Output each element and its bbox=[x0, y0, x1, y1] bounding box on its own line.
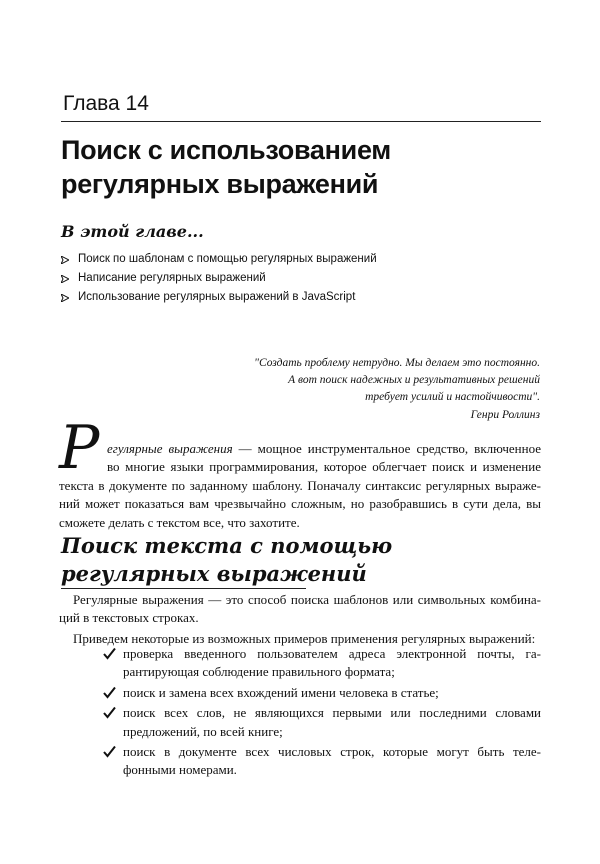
checklist-line: поиск всех слов, не являющихся первыми или последними словами bbox=[123, 705, 541, 721]
chapter-label: Глава 14 bbox=[63, 92, 149, 115]
epigraph-line: требует усилий и настойчивости". bbox=[365, 391, 540, 403]
checklist bbox=[123, 645, 541, 782]
checklist-line: поиск в документе всех числовых строк, которые могут быть теле- bbox=[123, 744, 541, 760]
intro-line: текста в документе по заданному шаблону. Поначалу синтаксис регулярных выраже- bbox=[59, 477, 541, 493]
chapter-contents-item bbox=[61, 288, 377, 307]
paragraph-line: ций в текстовых строках. bbox=[59, 610, 199, 626]
checklist-line: фонными номерами. bbox=[123, 762, 237, 778]
checklist-item bbox=[123, 704, 541, 741]
intro-line-rest: — мощное инструментальное средство, включенное bbox=[232, 441, 541, 456]
epigraph-author: Генри Роллинз bbox=[470, 409, 540, 421]
epigraph-line: А вот поиск надежных и результативных решений bbox=[288, 374, 540, 386]
chapter-title bbox=[61, 133, 541, 201]
drop-cap: Р bbox=[59, 413, 100, 483]
intro-line: ний может показаться вам чрезвычайно сложным, но разобравшись в сути дела, вы bbox=[59, 496, 541, 512]
section-title bbox=[61, 532, 392, 588]
checklist-item bbox=[123, 684, 541, 702]
checklist-line: предложений, по всей книге; bbox=[123, 723, 283, 739]
chapter-contents-text: Написание регулярных выражений bbox=[78, 272, 266, 284]
arrow-bullet-icon bbox=[61, 294, 69, 302]
intro-line bbox=[59, 440, 541, 458]
in-this-chapter-heading: В этой главе... bbox=[61, 222, 204, 241]
chapter-contents-item bbox=[61, 250, 377, 269]
checkmark-icon bbox=[103, 686, 116, 699]
intro-paragraph bbox=[59, 440, 541, 532]
section-underline bbox=[61, 588, 306, 589]
chapter-title-line: Поиск с использованием bbox=[61, 135, 391, 165]
arrow-bullet-icon bbox=[61, 275, 69, 283]
epigraph bbox=[120, 355, 540, 424]
checklist-line: проверка введенного пользователем адреса электронной почты, га- bbox=[123, 646, 541, 661]
arrow-bullet-icon bbox=[61, 256, 69, 264]
chapter-rule bbox=[61, 121, 541, 122]
paragraph-line: Регулярные выражения — это способ поиска шаблонов или символьных комбина- bbox=[73, 592, 541, 607]
checkmark-icon bbox=[103, 706, 116, 719]
chapter-contents-list bbox=[61, 250, 377, 307]
intro-line: во многие языки программирования, которое облегчает поиск и изменение bbox=[107, 459, 541, 475]
chapter-title-line: регулярных выражений bbox=[61, 169, 379, 199]
section-title-line: регулярных выражений bbox=[61, 561, 367, 586]
intro-term: егулярные выражения bbox=[107, 441, 233, 456]
section-paragraph bbox=[59, 591, 541, 628]
chapter-contents-text: Поиск по шаблонам с помощью регулярных выражений bbox=[78, 253, 377, 265]
chapter-contents-item bbox=[61, 269, 377, 288]
checklist-item bbox=[123, 645, 541, 682]
checklist-line: поиск и замена всех вхождений имени человека в статье; bbox=[123, 684, 439, 700]
checkmark-icon bbox=[103, 745, 116, 758]
checklist-line: рантирующая соблюдение правильного формата; bbox=[123, 664, 395, 680]
section-body bbox=[59, 591, 541, 650]
intro-line: сможете делать с текстом все, что захотите. bbox=[59, 514, 300, 530]
checkmark-icon bbox=[103, 647, 116, 660]
checklist-item bbox=[123, 743, 541, 780]
section-title-line: Поиск текста с помощью bbox=[61, 533, 393, 558]
chapter-contents-text: Использование регулярных выражений в JavaScript bbox=[78, 291, 356, 303]
epigraph-line: "Создать проблему нетрудно. Мы делаем это постоянно. bbox=[254, 357, 540, 369]
section-paragraph: Приведем некоторые из возможных примеров применения регулярных выражений: bbox=[73, 630, 536, 646]
